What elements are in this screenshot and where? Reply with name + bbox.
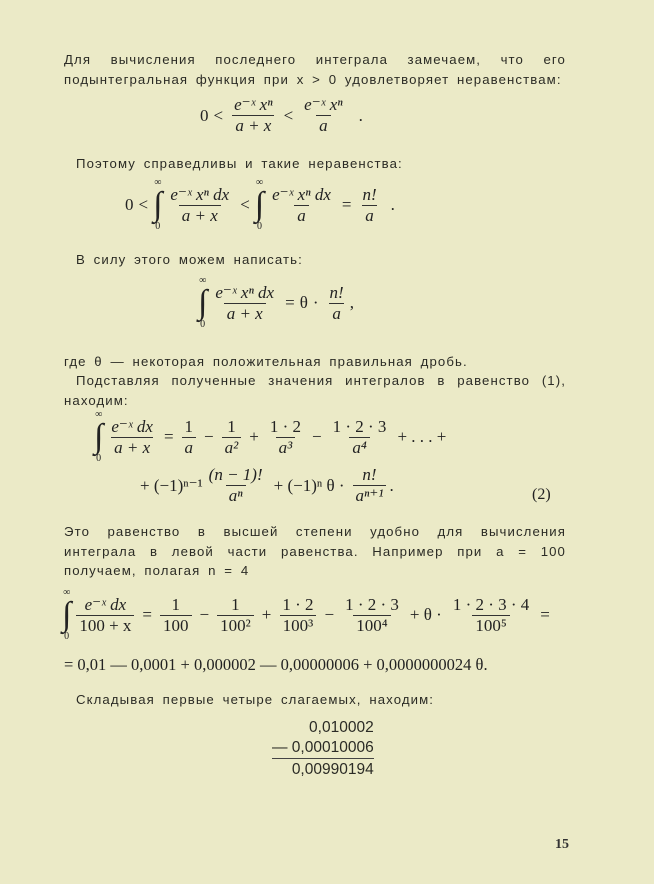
equation-inequality-1: 0 < $\frac{\text{e⁻ˣ xⁿ}}{a + x}$ < $\frac{\text{e⁻ˣ xⁿ}}{a}$ . (200, 95, 363, 135)
summation-block (272, 718, 374, 780)
fraction: $\frac{n!}{a}$ (329, 282, 344, 323)
fraction: $\frac{n!}{a}$ (362, 184, 377, 225)
fraction: $\frac{\text{e⁻ˣ xⁿ}}{a + x}$ (234, 95, 273, 135)
integral-sign-icon: ∞ ∫ 0 (94, 409, 104, 464)
summation-line-1: 0,010002 (309, 719, 374, 736)
equation-theta: ∞ ∫ 0 $\frac{\text{e⁻ˣ xⁿ dx}}{a + x}$ = θ · $\frac{n!}{a}$ , (198, 275, 354, 330)
integral-sign-icon: ∞ ∫ 0 (254, 177, 265, 232)
fraction: $\frac{\text{e⁻ˣ xⁿ dx}}{a}$ (272, 184, 331, 225)
paragraph-intro: Для вычисления последнего интеграла замечаем, что его подынтегральная функция при x > 0 удовлетворяет неравенствам: (64, 52, 566, 87)
paragraph-substituting: Подставляя полученные значения интегралов в равенство (1), находим: (64, 373, 566, 408)
paragraph-therefore: Поэтому справедливы и такие неравенства: (76, 156, 403, 171)
paragraph-hence: В силу этого можем написать: (76, 252, 303, 267)
fraction: $\frac{\text{e⁻ˣ xⁿ dx}}{a + x}$ (170, 184, 230, 225)
equation-numeric-line1: ∞ ∫ 0 $\frac{\text{e⁻ˣ dx}}{100 + x}$ = $\frac{1}{100}$ − $\frac{1}{\text{100²}}$ + $\frac{1 \cdot 2}{\text{100³}}$ − $\frac{1 \cdot 2 \cdot 3}{\text{100⁴}}$ + θ · $\frac{1 \cdot 2 \cdot 3 \cdot 4}{\text{100⁵}}$ = (62, 587, 550, 642)
integral-sign-icon: ∞ ∫ 0 (153, 177, 163, 232)
fraction: $\frac{\text{e⁻ˣ xⁿ dx}}{a + x}$ (215, 282, 275, 323)
paragraph-adding: Складывая первые четыре слагаемых, находим: (76, 692, 435, 707)
paragraph-convenient: Это равенство в высшей степени удобно для вычисления интеграла в левой части равенства. Например при a = 100 получаем, полагая n = 4 (64, 524, 566, 578)
equation-series-line1: ∞ ∫ 0 $\frac{\text{e⁻ˣ dx}}{a + x}$ = $\frac{1}{a}$ − $\frac{1}{\text{a²}}$ + $\frac{1 \cdot 2}{\text{a³}}$ − $\frac{1 \cdot 2 \cdot 3}{\text{a⁴}}$ + . . . + (94, 409, 447, 464)
integral-sign-icon: ∞ ∫ 0 (198, 275, 208, 330)
integral-sign-icon: ∞ ∫ 0 (62, 587, 72, 642)
summation-line-2: — 0,00010006 (272, 739, 374, 756)
equation-numeric-line2: = 0,01 — 0,0001 + 0,000002 — 0,00000006 + 0,0000000024 θ. (64, 655, 488, 674)
summation-result: 0,00990194 (272, 758, 374, 780)
fraction: $\frac{\text{e⁻ˣ dx}}{a + x}$ (111, 416, 153, 457)
equation-series-line2: + (−1)ⁿ⁻¹ $\frac{(n - 1)!}{\text{aⁿ}}$ + (−1)ⁿ θ · $\frac{n!}{\text{aⁿ⁺¹}}$ . (140, 465, 394, 505)
paragraph-where-theta: где θ — некоторая положительная правильная дробь. (64, 354, 468, 369)
equation-integral-inequality: 0 < ∞ ∫ 0 $\frac{\text{e⁻ˣ xⁿ dx}}{a + x}$ < ∞ ∫ 0 $\frac{\text{e⁻ˣ xⁿ dx}}{a}$ = $\frac{n!}{a}$ . (125, 177, 395, 232)
page-number: 15 (555, 837, 569, 852)
equation-number: (2) (532, 486, 551, 503)
fraction: $\frac{\text{e⁻ˣ xⁿ}}{a}$ (304, 95, 343, 135)
